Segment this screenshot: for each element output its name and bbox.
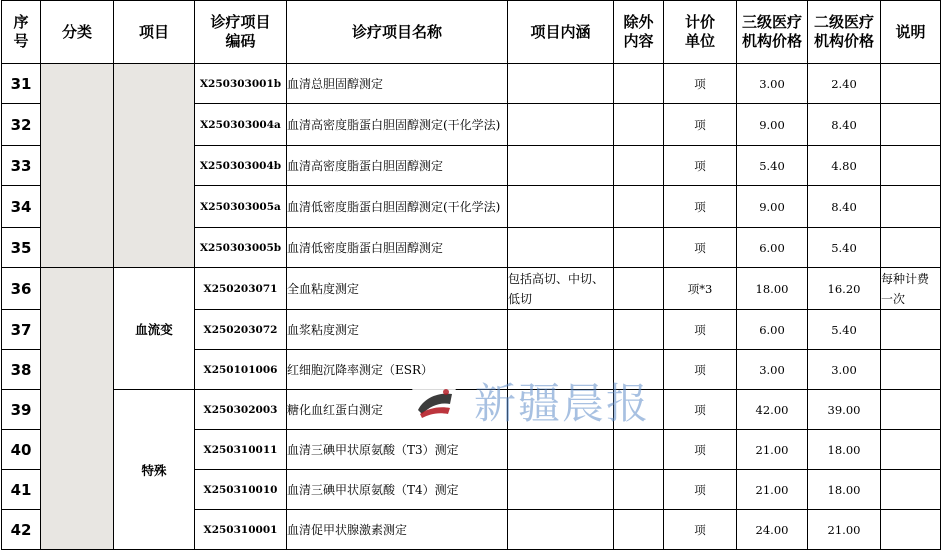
row-code: X250101006 bbox=[195, 350, 287, 390]
row-unit: 项 bbox=[664, 390, 737, 430]
row-level2-price: 21.00 bbox=[808, 510, 881, 550]
row-level2-price: 39.00 bbox=[808, 390, 881, 430]
row-index: 39 bbox=[2, 390, 41, 430]
group-hemorheology: 血流变 bbox=[114, 268, 195, 390]
row-note bbox=[881, 146, 941, 186]
row-level2-price: 18.00 bbox=[808, 430, 881, 470]
header-connotation: 项目内涵 bbox=[508, 1, 614, 64]
row-name: 血清高密度脂蛋白胆固醇测定 bbox=[287, 146, 508, 186]
row-code: X250302003 bbox=[195, 390, 287, 430]
row-unit: 项 bbox=[664, 510, 737, 550]
row-note bbox=[881, 186, 941, 228]
row-level2-price: 16.20 bbox=[808, 268, 881, 310]
row-excluded bbox=[614, 470, 664, 510]
row-connotation bbox=[508, 310, 614, 350]
row-excluded bbox=[614, 104, 664, 146]
row-unit: 项 bbox=[664, 350, 737, 390]
row-note bbox=[881, 430, 941, 470]
row-note bbox=[881, 64, 941, 104]
row-level2-price: 8.40 bbox=[808, 104, 881, 146]
row-connotation bbox=[508, 510, 614, 550]
row-index: 42 bbox=[2, 510, 41, 550]
row-name: 血清促甲状腺激素测定 bbox=[287, 510, 508, 550]
row-code: X250310011 bbox=[195, 430, 287, 470]
row-unit: 项 bbox=[664, 470, 737, 510]
table-row bbox=[2, 64, 941, 104]
watermark bbox=[410, 378, 660, 432]
row-note bbox=[881, 228, 941, 268]
newspaper-logo-icon bbox=[410, 380, 460, 428]
row-connotation: 包括高切、中切、低切 bbox=[508, 268, 614, 310]
row-level2-price: 5.40 bbox=[808, 310, 881, 350]
row-level3-price: 3.00 bbox=[737, 350, 808, 390]
row-index: 35 bbox=[2, 228, 41, 268]
header-level3-price: 三级医疗机构价格 bbox=[737, 1, 808, 64]
row-connotation bbox=[508, 64, 614, 104]
row-level3-price: 42.00 bbox=[737, 390, 808, 430]
row-note bbox=[881, 510, 941, 550]
row-unit: 项 bbox=[664, 430, 737, 470]
row-level3-price: 21.00 bbox=[737, 430, 808, 470]
row-level3-price: 6.00 bbox=[737, 228, 808, 268]
group-special: 特殊 bbox=[114, 390, 195, 550]
row-name: 血清高密度脂蛋白胆固醇测定(干化学法) bbox=[287, 104, 508, 146]
row-level3-price: 9.00 bbox=[737, 104, 808, 146]
row-note bbox=[881, 470, 941, 510]
row-level2-price: 18.00 bbox=[808, 470, 881, 510]
row-name: 血清三碘甲状原氨酸（T3）测定 bbox=[287, 430, 508, 470]
header-excluded: 除外内容 bbox=[614, 1, 664, 64]
header-row bbox=[2, 1, 941, 64]
row-level2-price: 3.00 bbox=[808, 350, 881, 390]
row-excluded bbox=[614, 430, 664, 470]
row-name: 糖化血红蛋白测定 bbox=[287, 390, 508, 430]
item-cell bbox=[114, 64, 195, 268]
row-unit: 项 bbox=[664, 146, 737, 186]
header-category: 分类 bbox=[41, 1, 114, 64]
row-name: 血浆粘度测定 bbox=[287, 310, 508, 350]
row-code: X250303005a bbox=[195, 186, 287, 228]
row-note: 每种计费一次 bbox=[881, 268, 941, 310]
row-note bbox=[881, 350, 941, 390]
row-index: 38 bbox=[2, 350, 41, 390]
row-index: 33 bbox=[2, 146, 41, 186]
table-row bbox=[2, 268, 941, 310]
row-connotation bbox=[508, 186, 614, 228]
row-connotation bbox=[508, 228, 614, 268]
row-index: 37 bbox=[2, 310, 41, 350]
row-excluded bbox=[614, 186, 664, 228]
row-excluded bbox=[614, 510, 664, 550]
row-index: 32 bbox=[2, 104, 41, 146]
header-index: 序号 bbox=[2, 1, 41, 64]
category-cell bbox=[41, 64, 114, 268]
row-level3-price: 3.00 bbox=[737, 64, 808, 104]
row-code: X250303004a bbox=[195, 104, 287, 146]
row-name: 血清总胆固醇测定 bbox=[287, 64, 508, 104]
row-connotation bbox=[508, 146, 614, 186]
row-connotation bbox=[508, 470, 614, 510]
row-excluded bbox=[614, 146, 664, 186]
header-unit: 计价单位 bbox=[664, 1, 737, 64]
row-level3-price: 9.00 bbox=[737, 186, 808, 228]
row-index: 31 bbox=[2, 64, 41, 104]
row-excluded bbox=[614, 64, 664, 104]
header-name: 诊疗项目名称 bbox=[287, 1, 508, 64]
row-code: X250203072 bbox=[195, 310, 287, 350]
row-code: X250310001 bbox=[195, 510, 287, 550]
row-level2-price: 2.40 bbox=[808, 64, 881, 104]
row-level3-price: 5.40 bbox=[737, 146, 808, 186]
header-code: 诊疗项目编码 bbox=[195, 1, 287, 64]
row-note bbox=[881, 104, 941, 146]
row-excluded bbox=[614, 228, 664, 268]
row-index: 40 bbox=[2, 430, 41, 470]
watermark-text: 新疆晨报 bbox=[474, 379, 651, 428]
row-name: 血清三碘甲状原氨酸（T4）测定 bbox=[287, 470, 508, 510]
header-note: 说明 bbox=[881, 1, 941, 64]
row-name: 血清低密度脂蛋白胆固醇测定(干化学法) bbox=[287, 186, 508, 228]
row-note bbox=[881, 390, 941, 430]
row-index: 36 bbox=[2, 268, 41, 310]
row-name: 血清低密度脂蛋白胆固醇测定 bbox=[287, 228, 508, 268]
row-level3-price: 6.00 bbox=[737, 310, 808, 350]
row-code: X250303001b bbox=[195, 64, 287, 104]
row-code: X250303005b bbox=[195, 228, 287, 268]
header-level2-price: 二级医疗机构价格 bbox=[808, 1, 881, 64]
row-excluded bbox=[614, 268, 664, 310]
row-code: X250310010 bbox=[195, 470, 287, 510]
row-unit: 项 bbox=[664, 186, 737, 228]
row-code: X250203071 bbox=[195, 268, 287, 310]
row-connotation bbox=[508, 104, 614, 146]
row-unit: 项*3 bbox=[664, 268, 737, 310]
row-level3-price: 24.00 bbox=[737, 510, 808, 550]
header-item: 项目 bbox=[114, 1, 195, 64]
row-excluded bbox=[614, 310, 664, 350]
row-index: 41 bbox=[2, 470, 41, 510]
row-unit: 项 bbox=[664, 228, 737, 268]
row-connotation bbox=[508, 430, 614, 470]
row-index: 34 bbox=[2, 186, 41, 228]
row-level2-price: 8.40 bbox=[808, 186, 881, 228]
row-level3-price: 21.00 bbox=[737, 470, 808, 510]
price-table bbox=[1, 0, 941, 550]
row-code: X250303004b bbox=[195, 146, 287, 186]
row-name: 全血粘度测定 bbox=[287, 268, 508, 310]
row-level2-price: 4.80 bbox=[808, 146, 881, 186]
category-cell bbox=[41, 268, 114, 550]
row-note bbox=[881, 310, 941, 350]
row-unit: 项 bbox=[664, 310, 737, 350]
row-level3-price: 18.00 bbox=[737, 268, 808, 310]
row-unit: 项 bbox=[664, 104, 737, 146]
row-unit: 项 bbox=[664, 64, 737, 104]
row-name: 红细胞沉降率测定（ESR） bbox=[287, 350, 508, 390]
row-level2-price: 5.40 bbox=[808, 228, 881, 268]
